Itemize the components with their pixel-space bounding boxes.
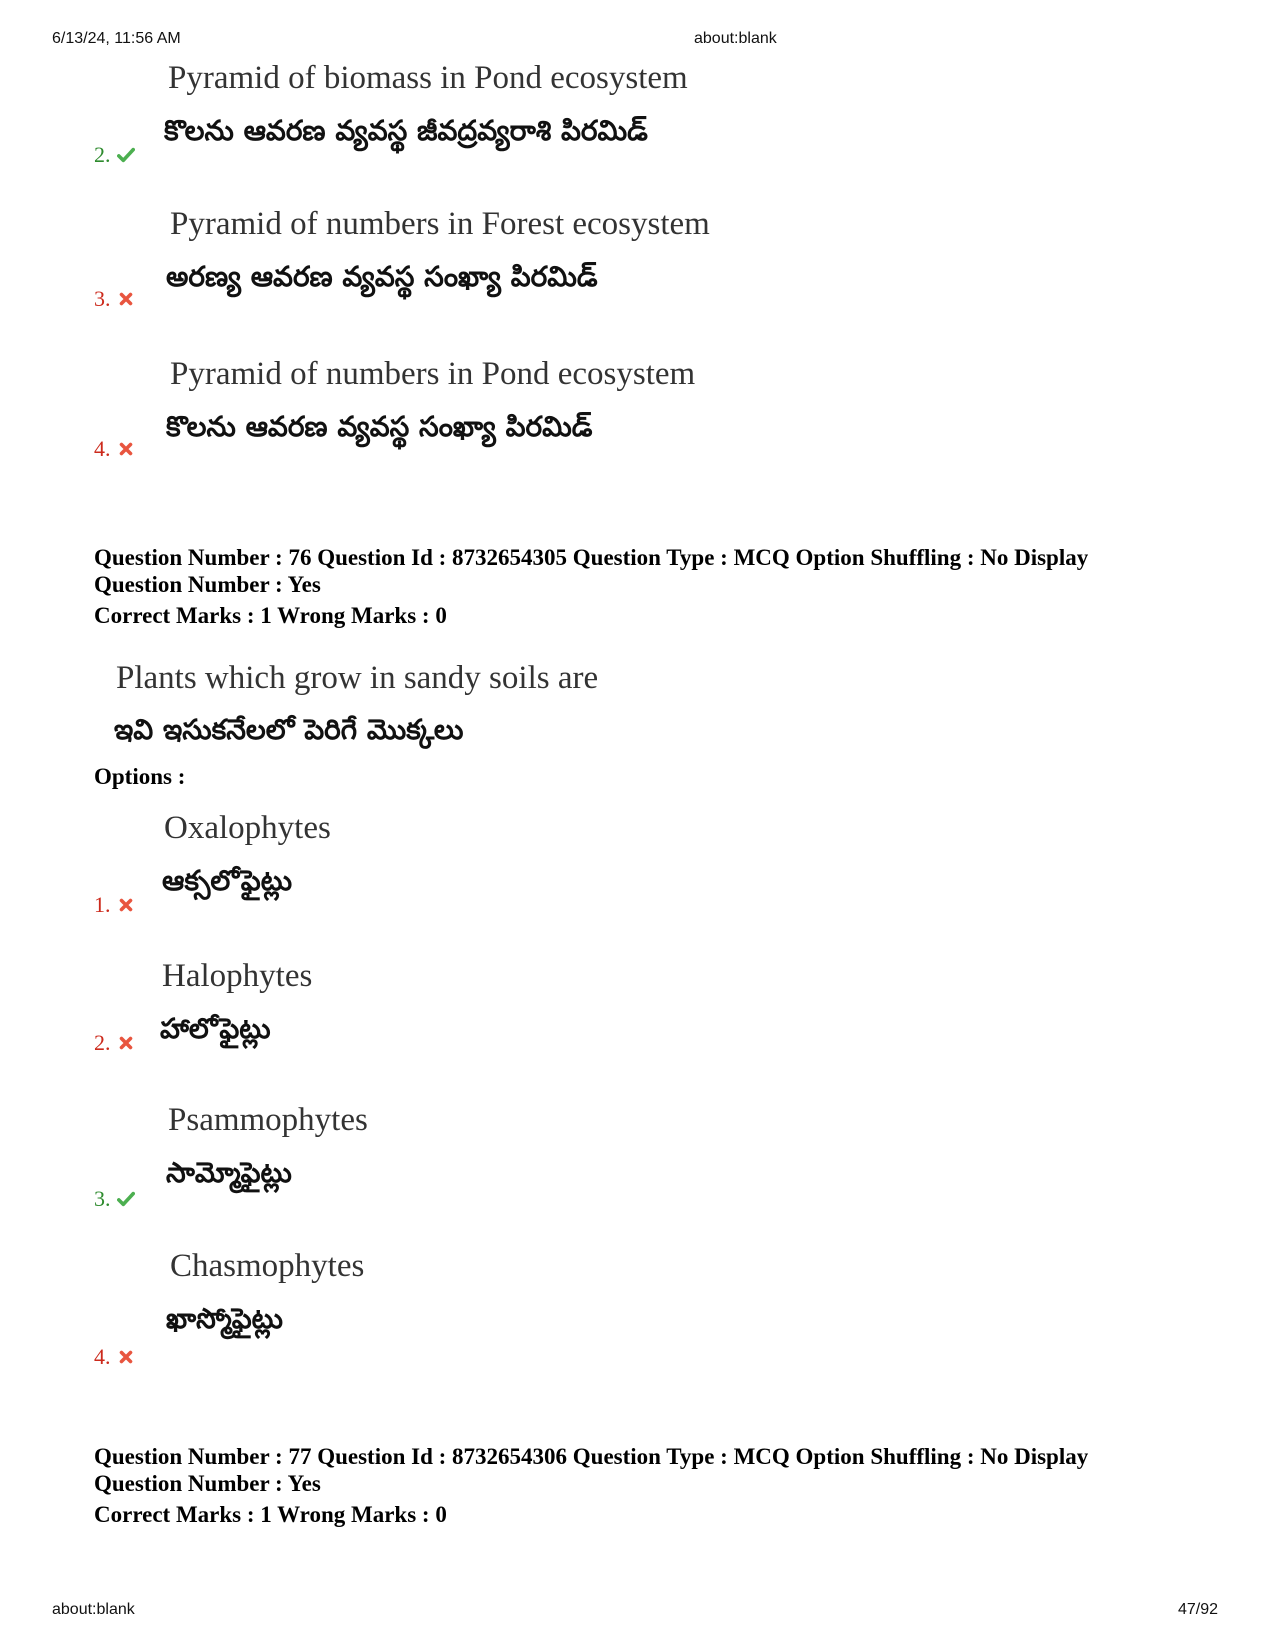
option-number bbox=[94, 436, 135, 462]
option-number-label: 3. bbox=[94, 286, 111, 311]
option-text-te: ఖాస్మోఫైట్లు bbox=[166, 1302, 283, 1335]
option-text-en: Pyramid of numbers in Forest ecosystem bbox=[170, 206, 710, 242]
option-text-te: సామ్మోఫైట్లు bbox=[166, 1156, 292, 1189]
option-text-te: అరణ్య ఆవరణ వ్యవస్థ సంఖ్యా పిరమిడ్ bbox=[166, 260, 598, 293]
option-text-te: కొలను ఆవరణ వ్యవస్థ సంఖ్యా పిరమిడ్ bbox=[166, 410, 593, 443]
page-number: 47/92 bbox=[1178, 1601, 1219, 1618]
cross-icon bbox=[117, 1348, 135, 1366]
option-text-en: Pyramid of biomass in Pond ecosystem bbox=[168, 60, 688, 96]
option-text-te: కొలను ఆవరణ వ్యవస్థ జీవద్రవ్యరాశి పిరమిడ్ bbox=[164, 114, 648, 147]
option-number bbox=[94, 286, 135, 312]
option-number-label: 2. bbox=[94, 1030, 111, 1055]
marks-line: Correct Marks : 1 Wrong Marks : 0 bbox=[94, 603, 447, 628]
option-number bbox=[94, 142, 135, 168]
question-meta-line: Question Number : 76 Question Id : 8732654305 Question Type : MCQ Option Shuffling : No Display bbox=[94, 545, 1089, 570]
option-number bbox=[94, 1344, 135, 1370]
option-number bbox=[94, 1030, 135, 1056]
question-text-en: Plants which grow in sandy soils are bbox=[116, 660, 599, 696]
check-icon bbox=[117, 1190, 135, 1208]
option-text-en: Halophytes bbox=[162, 958, 313, 994]
option-text-te: హాలోఫైట్లు bbox=[160, 1012, 271, 1045]
marks-line: Correct Marks : 1 Wrong Marks : 0 bbox=[94, 1502, 447, 1527]
option-number-label: 4. bbox=[94, 436, 111, 461]
question-meta-line: Question Number : Yes bbox=[94, 1471, 321, 1496]
question-meta-line: Question Number : Yes bbox=[94, 572, 321, 597]
option-text-en: Pyramid of numbers in Pond ecosystem bbox=[170, 356, 696, 392]
cross-icon bbox=[117, 290, 135, 308]
option-number-label: 2. bbox=[94, 142, 111, 167]
print-url: about:blank bbox=[694, 30, 777, 47]
option-text-en: Chasmophytes bbox=[170, 1248, 365, 1284]
question-meta-line: Question Number : 77 Question Id : 8732654306 Question Type : MCQ Option Shuffling : No Display bbox=[94, 1444, 1089, 1469]
print-date: 6/13/24, 11:56 AM bbox=[52, 30, 181, 47]
question-text-te: ఇవి ఇసుకనేలలో పెరిగే మొక్కలు bbox=[114, 713, 464, 746]
cross-icon bbox=[117, 896, 135, 914]
check-icon bbox=[117, 146, 135, 164]
cross-icon bbox=[117, 1034, 135, 1052]
option-number bbox=[94, 1186, 135, 1212]
option-text-en: Oxalophytes bbox=[164, 810, 331, 846]
option-text-te: ఆక్సలోఫైట్లు bbox=[162, 864, 293, 897]
footer-url: about:blank bbox=[52, 1601, 135, 1618]
option-number-label: 4. bbox=[94, 1344, 111, 1369]
option-text-en: Psammophytes bbox=[168, 1102, 368, 1138]
cross-icon bbox=[117, 440, 135, 458]
options-label: Options : bbox=[94, 764, 186, 789]
option-number-label: 3. bbox=[94, 1186, 111, 1211]
option-number bbox=[94, 892, 135, 918]
option-number-label: 1. bbox=[94, 892, 111, 917]
